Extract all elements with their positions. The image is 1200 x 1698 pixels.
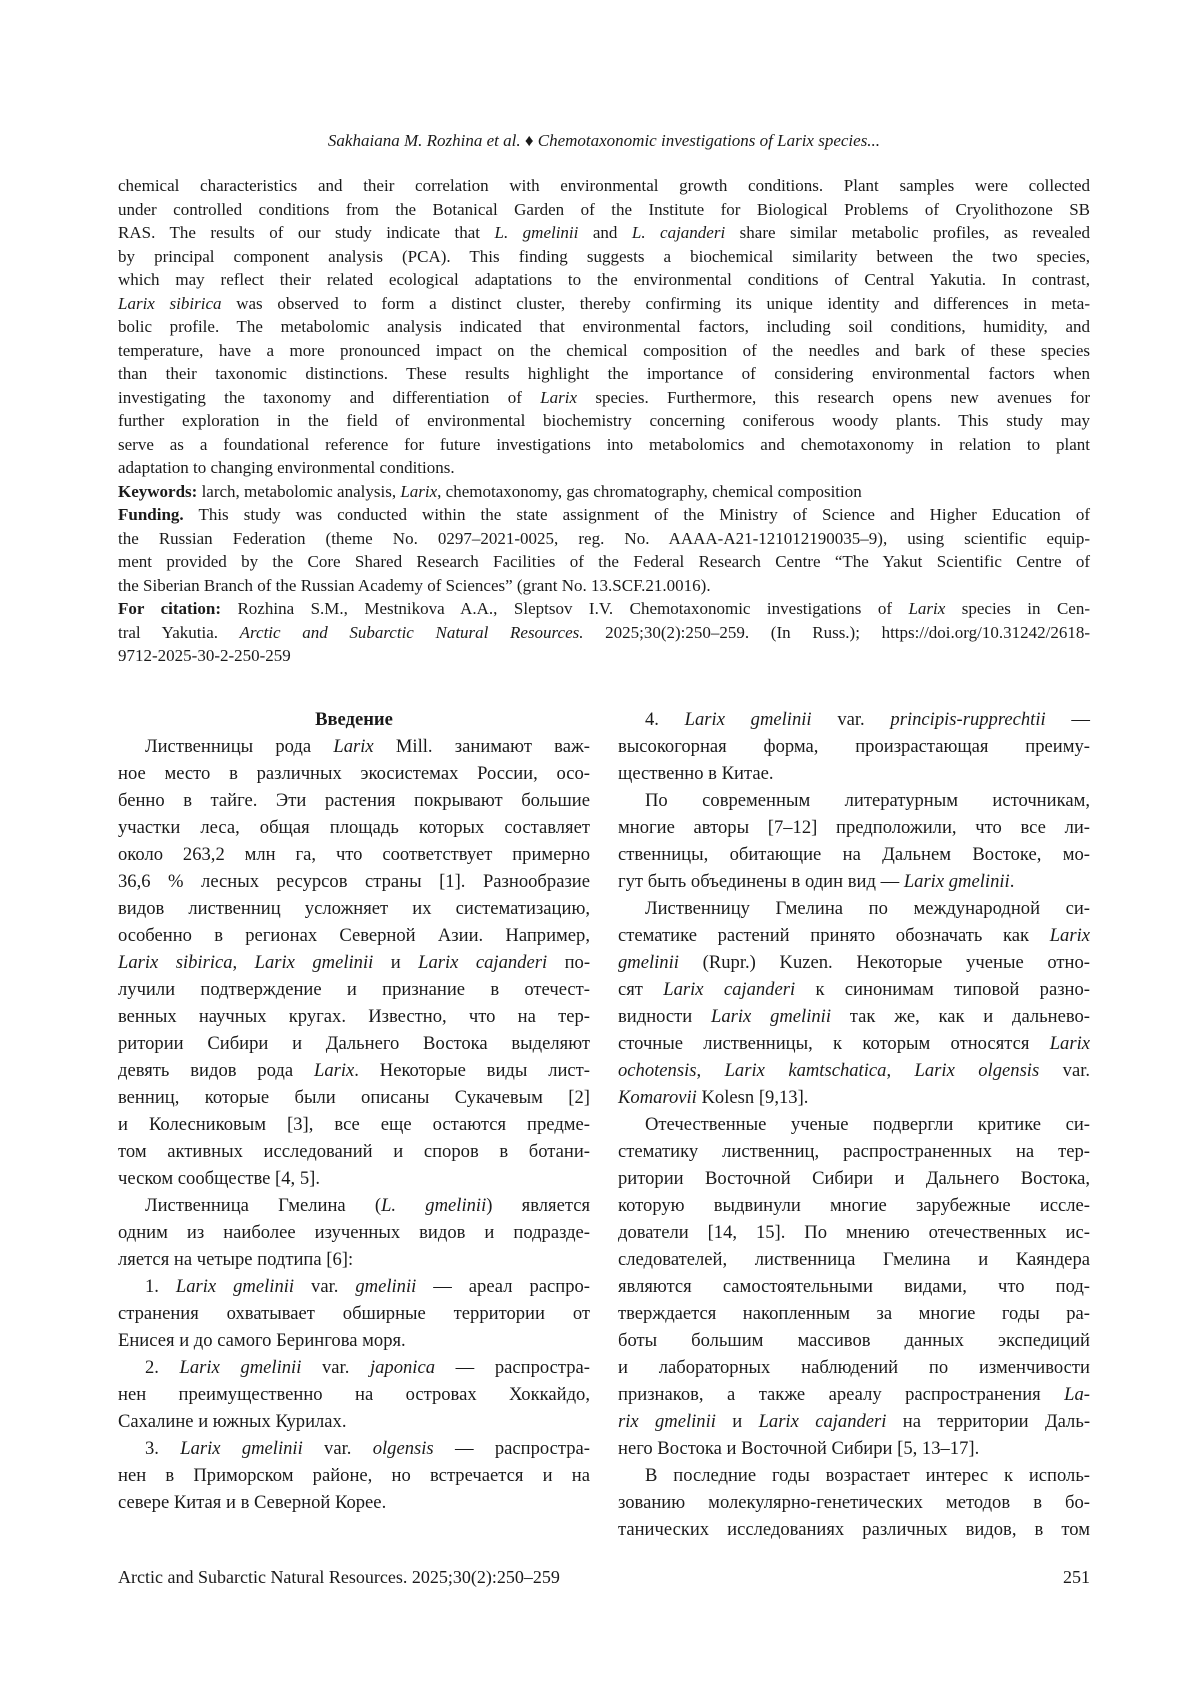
text-run: сят [618, 979, 664, 1000]
text-run: 9712-2025-30-2-250-259 [118, 646, 291, 665]
text-run: участки леса, общая площадь которых составляет [118, 817, 590, 838]
right-column-lines-line [618, 976, 1090, 1003]
text-run: the Russian Federation (theme No. 0297–2021-0025, reg. No. AAAA-A21-121012190035–9), using scientific equip- [118, 528, 1090, 548]
right-column-lines-line [618, 706, 1090, 733]
text-run: than their taxonomic distinctions. These results highlight the importance of considering environmental factors when [118, 364, 1090, 383]
right-column-lines-line [618, 1273, 1090, 1300]
text-run: , chemotaxonomy, gas chromatography, chemical composition [437, 481, 862, 501]
text-run: , [886, 1060, 915, 1081]
right-column-lines-line [618, 1381, 1090, 1408]
abstract-lines-line [118, 245, 1090, 269]
text-run: Larix kamtschatica [724, 1060, 887, 1081]
right-column-lines-line [618, 1003, 1090, 1030]
left-column-lines-line [118, 706, 590, 733]
text-run: olgensis [372, 1438, 434, 1459]
text-run: боты большим массивов данных экспедиций [618, 1330, 1090, 1351]
text-run: и Колесниковым [3], все еще остаются предме- [118, 1114, 590, 1135]
text-run: ное место в различных экосистемах России, осо- [118, 763, 590, 784]
text-run: севере Китая и в Северной Корее. [118, 1492, 387, 1513]
left-column-lines-line [118, 1435, 590, 1462]
text-run: Larix [908, 599, 946, 618]
text-run: Larix cajanderi [663, 979, 796, 1000]
text-run: следователей, лиственница Гмелина и Каяндера [618, 1249, 1090, 1270]
left-column-lines-line [118, 1408, 590, 1435]
text-run: share similar metabolic profiles, as revealed [725, 223, 1091, 242]
text-run: лучили подтверждение и признание в отечест- [118, 979, 590, 1000]
text-run: — [1045, 709, 1090, 730]
right-column-lines-line [618, 1489, 1090, 1516]
text-run: var. [811, 709, 891, 730]
text-run: adaptation to changing environmental conditions. [118, 458, 455, 477]
text-run: сточные лиственницы, к которым относятся [618, 1033, 1050, 1054]
text-run: — распростра- [433, 1438, 590, 1459]
text-run: щественно в Китае. [618, 763, 774, 784]
right-column-lines-line [618, 1111, 1090, 1138]
abstract-lines-line [118, 597, 1090, 621]
right-column-lines-line [618, 868, 1090, 895]
right-column-lines-line [618, 760, 1090, 787]
left-column-lines-line [118, 841, 590, 868]
text-run: нен преимущественно на островах Хоккайдо, [118, 1384, 590, 1405]
text-run: var. [302, 1438, 373, 1459]
text-run: La- [1064, 1384, 1090, 1405]
left-column-lines-line [118, 1192, 590, 1219]
text-run: многие авторы [7–12] предположили, что все ли- [618, 817, 1090, 838]
text-run: В последние годы возрастает интерес к исполь- [645, 1465, 1090, 1486]
abstract-lines-line [118, 574, 1090, 598]
left-column-lines-line [118, 1381, 590, 1408]
text-run: For citation: [118, 599, 222, 618]
text-run: венниц, которые были описаны Сукачевым [2] [118, 1087, 590, 1108]
left-column-lines-line [118, 1300, 590, 1327]
text-run: стематику лиственниц, распространенных на тер- [618, 1141, 1090, 1162]
text-run: ляется на четыре подтипа [6]: [118, 1249, 354, 1270]
text-run: Larix gmelinii [711, 1006, 832, 1027]
right-column-lines-line [618, 1300, 1090, 1327]
left-column-lines-line [118, 1273, 590, 1300]
text-run: Larix sibirica [118, 293, 222, 313]
text-run: видности [618, 1006, 712, 1027]
text-run: Лиственница Гмелина ( [145, 1195, 382, 1216]
left-column-lines-line [118, 1057, 590, 1084]
text-run: одним из наиболее изученных видов и подразде- [118, 1222, 590, 1243]
right-column-lines-line [618, 1246, 1090, 1273]
left-column-lines-line [118, 1219, 590, 1246]
text-run: Сахалине и южных Курилах. [118, 1411, 347, 1432]
text-run: ритории Сибири и Дальнего Востока выделяют [118, 1033, 590, 1054]
abstract-lines-line [118, 503, 1090, 527]
right-column-lines-line [618, 1138, 1090, 1165]
abstract-lines-line [118, 339, 1090, 363]
text-run: Arctic and Subarctic Natural Resources. [239, 622, 584, 642]
left-column-lines-line [118, 1489, 590, 1516]
text-run: ) является [486, 1195, 591, 1216]
text-run: 2025;30(2):250–259. (In Russ.); https://doi.org/10.31242/2618- [583, 622, 1090, 642]
text-run: тверждается накопленным за многие годы ра- [618, 1303, 1090, 1324]
abstract-lines-line [118, 456, 1090, 480]
abstract-lines-line [118, 268, 1090, 292]
text-run: дователи [14, 15]. По мнению отечественных ис- [618, 1222, 1090, 1243]
text-run: species. Furthermore, this research opens new avenues for [577, 387, 1090, 407]
text-run: ственницы, обитающие на Дальнем Востоке, мо- [618, 844, 1090, 865]
text-run: на территории Даль- [886, 1411, 1091, 1432]
right-column [618, 706, 1090, 1543]
text-run: Larix olgensis [914, 1060, 1040, 1081]
text-run: — распростра- [435, 1357, 590, 1378]
abstract-lines-line [118, 621, 1090, 645]
text-run: Kolesn [9,13]. [696, 1087, 809, 1108]
text-run: Larix gmelinii [179, 1357, 302, 1378]
text-run: Larix [540, 387, 578, 407]
text-run: Larix [1049, 1033, 1090, 1054]
text-run: Funding. [118, 505, 184, 524]
left-column-lines-line [118, 1111, 590, 1138]
right-column-lines-line [618, 1462, 1090, 1489]
abstract-lines-line [118, 315, 1090, 339]
right-column-lines-line [618, 733, 1090, 760]
left-column-lines-line [118, 1246, 590, 1273]
text-run: temperature, have a more pronounced impact on the chemical composition of the needles and bark of these species [118, 340, 1090, 360]
right-column-lines-line [618, 1165, 1090, 1192]
text-run: var. [294, 1276, 356, 1297]
text-run: которую выдвинули многие зарубежные иссле- [618, 1195, 1090, 1216]
left-column-lines-line [118, 814, 590, 841]
text-run: него Востока и Восточной Сибири [5, 13–17]. [618, 1438, 980, 1459]
abstract-lines-line [118, 292, 1090, 316]
text-run: том активных исследований и споров в ботани- [118, 1141, 590, 1162]
text-run: По современным литературным источникам, [645, 790, 1090, 811]
text-run: стематике растений принято обозначать как [618, 925, 1050, 946]
text-run: к синонимам типовой разно- [795, 979, 1090, 1000]
text-run: principis-rupprechtii [890, 709, 1046, 730]
abstract-lines-line [118, 527, 1090, 551]
text-run: the Siberian Branch of the Russian Academy of Sciences” (grant No. 13.SCF.21.0016). [118, 575, 711, 595]
right-column-lines-line [618, 1354, 1090, 1381]
text-run: Keywords: [118, 481, 198, 501]
right-column-lines-line [618, 949, 1090, 976]
text-run: . Некоторые виды лист- [354, 1060, 590, 1081]
left-column-lines-line [118, 868, 590, 895]
text-run: Larix gmelinii [254, 952, 374, 973]
text-run: Larix cajanderi [418, 952, 548, 973]
text-run: which may reflect their related ecological adaptations to the environmental conditions of Central Yakutia. In contrast, [118, 270, 1090, 289]
text-run: 1. [145, 1276, 176, 1297]
text-run: gmelinii [618, 952, 679, 973]
text-run: особенно в регионах Северной Азии. Например, [118, 925, 590, 946]
text-run: и лабораторных наблюдений по изменчивости [618, 1357, 1090, 1378]
text-run: зованию молекулярно-генетических методов в бо- [618, 1492, 1090, 1513]
text-run: , [232, 952, 255, 973]
abstract-lines-line [118, 433, 1090, 457]
left-column-lines-line [118, 760, 590, 787]
right-column-lines-line [618, 1057, 1090, 1084]
left-column-lines-line [118, 895, 590, 922]
left-column-lines-line [118, 1030, 590, 1057]
abstract-lines-line [118, 409, 1090, 433]
left-column [118, 706, 590, 1516]
text-run: var. [1039, 1060, 1091, 1081]
right-column-lines-line [618, 1192, 1090, 1219]
text-run: Отечественные ученые подвергли критике си- [645, 1114, 1090, 1135]
footer-journal-citation: Arctic and Subarctic Natural Resources. 2025;30(2):250–259 [118, 1567, 560, 1587]
text-run: 4. [645, 709, 685, 730]
abstract-lines-line [118, 362, 1090, 386]
text-run: investigating the taxonomy and differentiation of [118, 387, 541, 407]
text-run: rix gmelinii [618, 1411, 716, 1432]
abstract-lines-line [118, 644, 1090, 668]
right-column-lines-line [618, 814, 1090, 841]
text-run: var. [301, 1357, 370, 1378]
text-run: further exploration in the field of environmental biochemistry concerning coniferous woody plants. This study may [118, 411, 1090, 430]
text-run: Larix cajanderi [758, 1411, 887, 1432]
text-run: Лиственницу Гмелина по международной си- [645, 898, 1090, 919]
left-column-lines-line [118, 787, 590, 814]
text-run: Larix gmelinii [175, 1276, 295, 1297]
text-run: гут быть объединены в один вид — [618, 871, 904, 892]
right-column-lines-line [618, 1030, 1090, 1057]
left-column-lines-line [118, 1354, 590, 1381]
text-run: девять видов рода [118, 1060, 314, 1081]
text-run: 36,6 % лесных ресурсов страны [1]. Разнообразие [118, 871, 590, 892]
text-run: L. gmelinii [381, 1195, 487, 1216]
text-run: странения охватывает обширные территории от [118, 1303, 590, 1324]
text-run: Введение [315, 709, 393, 730]
abstract-lines-line [118, 550, 1090, 574]
text-run: bolic profile. The metabolomic analysis indicated that environmental factors, including soil conditions, humidity, and [118, 317, 1090, 336]
text-run: высокогорная форма, произрастающая преиму- [618, 736, 1090, 757]
text-run: under controlled conditions from the Botanical Garden of the Institute for Biological Problems of Cryolithozone SB [118, 199, 1090, 219]
text-run: L. gmelinii [494, 223, 579, 242]
text-run: Larix gmelinii [684, 709, 812, 730]
right-column-lines-line [618, 1516, 1090, 1543]
abstract-lines-line [118, 221, 1090, 245]
abstract-block [118, 174, 1090, 668]
text-run: larch, metabolomic analysis, [197, 481, 401, 501]
left-column-lines-line [118, 922, 590, 949]
text-run: serve as a foundational reference for future investigations into metabolomics and chemotaxonomy in relation to plant [118, 434, 1090, 454]
text-run: Larix [313, 1060, 355, 1081]
text-run: признаков, а также ареалу распространения [618, 1384, 1065, 1405]
text-run: являются самостоятельными видами, что под- [618, 1276, 1090, 1297]
text-run: ритории Восточной Сибири и Дальнего Востока, [618, 1168, 1090, 1189]
text-run: Larix [400, 481, 438, 501]
text-run: This study was conducted within the state assignment of the Ministry of Science and Higher Education of [183, 505, 1090, 524]
right-column-lines-line [618, 895, 1090, 922]
left-column-lines-line [118, 1084, 590, 1111]
text-run: ment provided by the Core Shared Research Facilities of the Federal Research Centre “The Yakut Scientific Centre of [118, 552, 1090, 571]
right-column-lines-line [618, 922, 1090, 949]
text-run: Mill. занимают важ- [373, 736, 590, 757]
left-column-lines-line [118, 1165, 590, 1192]
text-run: chemical characteristics and their correlation with environmental growth conditions. Plant samples were collected [118, 176, 1090, 195]
right-column-lines-line [618, 787, 1090, 814]
text-run: и [373, 952, 419, 973]
left-column-lines-line [118, 733, 590, 760]
text-run: species in Cen- [945, 599, 1090, 618]
text-run: Лиственницы рода [145, 736, 334, 757]
text-run: L. cajanderi [631, 223, 726, 242]
running-head: Sakhaiana M. Rozhina et al. ♦ Chemotaxonomic investigations of Larix species... [327, 131, 881, 150]
left-column-lines-line [118, 1138, 590, 1165]
right-column-lines-line [618, 1408, 1090, 1435]
text-run: was observed to form a distinct cluster, thereby confirming its unique identity and differences in meta- [221, 293, 1090, 313]
abstract-lines-line [118, 174, 1090, 198]
text-run: по- [547, 952, 591, 973]
text-run: Komarovii [618, 1087, 697, 1108]
text-run: и [715, 1411, 759, 1432]
left-column-lines-line [118, 1327, 590, 1354]
text-run: 3. [145, 1438, 181, 1459]
right-column-lines-line [618, 841, 1090, 868]
left-column-lines-line [118, 976, 590, 1003]
left-column-lines-line [118, 949, 590, 976]
text-run: венных научных кругах. Известно, что на тер- [118, 1006, 590, 1027]
text-run: Larix gmelinii [180, 1438, 303, 1459]
page-number: 251 [1063, 1567, 1090, 1587]
text-run: and [578, 223, 632, 242]
text-run: Rozhina S.M., Mestnikova A.A., Sleptsov I.V. Chemotaxonomic investigations of [221, 599, 909, 618]
text-run: tral Yakutia. [118, 622, 240, 642]
right-column-lines-line [618, 1084, 1090, 1111]
text-run: ческом сообществе [4, 5]. [118, 1168, 320, 1189]
text-run: (Rupr.) Kuzen. Некоторые ученые отно- [678, 952, 1090, 973]
text-run: нен в Приморском районе, но встречается и на [118, 1465, 590, 1486]
right-column-lines-line [618, 1435, 1090, 1462]
text-run: RAS. The results of our study indicate that [118, 223, 495, 242]
text-run: , [696, 1060, 725, 1081]
text-run: Енисея и до самого Берингова моря. [118, 1330, 406, 1351]
text-run: видов лиственниц усложняет их систематизацию, [118, 898, 590, 919]
text-run: так же, как и дальнево- [831, 1006, 1090, 1027]
text-run: Larix gmelinii [903, 871, 1010, 892]
left-column-lines-line [118, 1462, 590, 1489]
text-run: танических исследованиях различных видов, в том [618, 1519, 1090, 1540]
text-run: by principal component analysis (PCA). This finding suggests a biochemical similarity between the two species, [118, 246, 1090, 266]
right-column-lines-line [618, 1219, 1090, 1246]
right-column-lines-line [618, 1327, 1090, 1354]
text-run: — ареал распро- [416, 1276, 590, 1297]
text-run: Larix [333, 736, 374, 757]
left-column-lines-line [118, 1003, 590, 1030]
text-run: . [1009, 871, 1015, 892]
abstract-lines-line [118, 198, 1090, 222]
text-run: japonica [369, 1357, 436, 1378]
text-run: gmelinii [355, 1276, 417, 1297]
text-run: ochotensis [618, 1060, 697, 1081]
text-run: Larix sibirica [118, 952, 233, 973]
text-run: бенно в тайге. Эти растения покрывают большие [118, 790, 590, 811]
text-run: 2. [145, 1357, 180, 1378]
text-run: Larix [1049, 925, 1090, 946]
text-run: около 263,2 млн га, что соответствует примерно [118, 844, 590, 865]
abstract-lines-line [118, 480, 1090, 504]
abstract-lines-line [118, 386, 1090, 410]
